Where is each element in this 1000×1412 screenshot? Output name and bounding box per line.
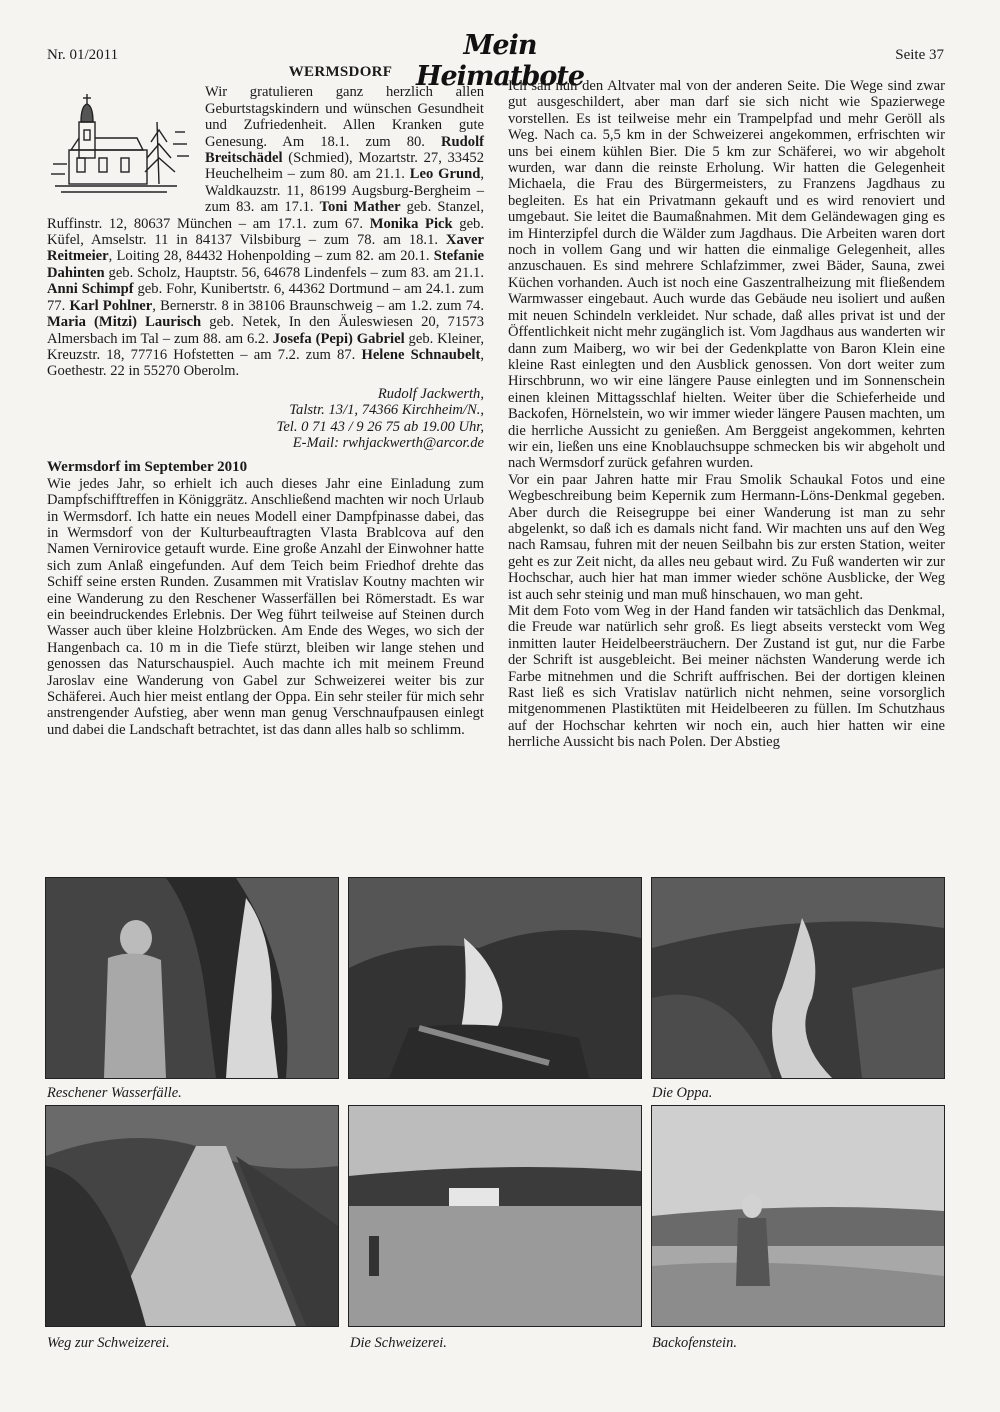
article-title-september: Wermsdorf im September 2010	[47, 459, 248, 476]
birthday-name: Helene Schnaubelt	[361, 346, 481, 363]
left-column	[47, 64, 484, 738]
birthday-name: Josefa (Pepi) Gabriel	[272, 330, 405, 347]
birthday-text: geb. Netek, In den Äuleswiesen 20, 71573 Almersbach im Tal – zum 88. am 6.2.	[47, 314, 485, 347]
birthday-text: , Bernerstr. 8 in 38106 Braunschweig – am 1.2. zum 74.	[152, 297, 484, 314]
birthday-name: Maria (Mitzi) Laurisch	[47, 314, 202, 331]
birthday-text: , Goethestr. 22 in 55270 Oberolm.	[47, 346, 484, 380]
birthday-text: geb. Fohr, Kunibertstr. 6, 44362 Dortmund – am 24.1. zum 77.	[47, 281, 485, 314]
birthday-name: Stefanie Dahinten	[47, 248, 484, 281]
birthday-text: geb. Stanzel, Ruffinstr. 12, 80637 München – am 17.1. zum 67.	[47, 199, 485, 232]
birthday-name: Rudolf Breitschädel	[205, 133, 484, 167]
right-column	[508, 78, 945, 751]
caption-schweizerei: Die Schweizerei.	[350, 1335, 447, 1351]
caption-oppa: Die Oppa.	[652, 1085, 713, 1101]
photo-path-to-schweizerei	[45, 1105, 339, 1327]
birthday-name: Anni Schimpf	[47, 281, 134, 298]
birthday-text: (Schmied), Mozartstr. 27, 33452 Heuchelheim – zum 80. am 21.1.	[205, 150, 484, 183]
photo-oppa-stream	[651, 877, 945, 1079]
birthday-text: geb. Kleiner, Kreuzstr. 18, 77716 Hofstetten – am 7.2. zum 87.	[47, 330, 485, 363]
caption-weg-schweizerei: Weg zur Schweizerei.	[47, 1335, 170, 1351]
article-paragraph: Mit dem Foto vom Weg in der Hand fanden wir tatsächlich das Denkmal, die Freude war natürlich sehr groß. Es liegt abseits versteckt vom Weg inmitten lauter Heidelbeersträuchern. Der Zustand ist gut, nur die Farbe der Schrift ist ausgebleicht. Bei meiner nächsten Wanderung werde ich Farbe mitnehmen und die Schrift auffrischen. Bei der dortigen kleinen Rast ließ es sich Vratislav natürlich nicht nehmen, seine vorsorglich mitgenommenen Plastiktüten mit Heidelbeeren zu füllen. Im Schutzhaus auf der Hochschar kehrten wir noch ein, auch hier hatten wir eine herrliche Aussicht bis nach Polen. Der Abstieg	[508, 603, 945, 751]
article-paragraph: Wie jedes Jahr, so erhielt ich auch dieses Jahr eine Einladung zum Dampfschifftreffen in Königgrätz. Anschließend machten wir noch Urlaub in Wermsdorf. Ich hatte ein neues Modell einer Dampfpinasse dabei, das in Wermsdorf von der Kulturbeauftragten Vlasta Brablcova auf den Namen Vernirovice getauft wurde. Eine große Anzahl der Einwohner hatte sich zum Anlaß eingefunden. Auf dem Teich beim Friedhof drehte das Schiff seine ersten Runden. Zusammen mit Vratislav Koutny machten wir eine Wanderung zu den Reschener Wasserfällen bei Römerstadt. Es war ein beeindruckendes Erlebnis. Der Weg führt teilweise auf Steinen durch Wasser auch über kleine Holzbrücken. Am Ende des Weges, wo sich der Hangenbach ca. 10 m in die Tiefe stürzt, bleiben wir lange stehen und genossen das Naturschauspiel. Auch machte ich mit meinem Freund Jaroslav eine Wanderung von Gabel zur Schweizerei weiter bis zur Schäferei. Auch hier meist entlang der Oppa. Ein sehr steiler für mich sehr anstrengender Aufstieg, aber wenn man genug Verschnaufpausen einlegt und dabei die Landschaft betrachtet, ist das dann alles halb so schlimm.	[47, 475, 484, 738]
birthday-name: Toni Mather	[319, 199, 401, 216]
birthday-name: Monika Pick	[369, 215, 453, 232]
caption-backofenstein: Backofenstein.	[652, 1335, 737, 1351]
signature-line: Tel. 0 71 43 / 9 26 75 ab 19.00 Uhr,	[276, 418, 484, 435]
birthday-name: Leo Grund	[409, 166, 481, 183]
signature-block	[47, 386, 484, 452]
photo-waterfall-rock	[45, 877, 339, 1079]
birthday-text: , Loiting 28, 84432 Hohenpolding – zum 82. am 20.1.	[108, 248, 434, 265]
photo-schweizerei-hut	[348, 1105, 642, 1327]
article-title-wermsdorf: WERMSDORF	[288, 64, 393, 80]
church-drawing-icon	[47, 82, 197, 210]
photo-backofenstein	[651, 1105, 945, 1327]
article-paragraph: Vor ein paar Jahren hatte mir Frau Smolik Schaukal Fotos und eine Wegbeschreibung beim Kepernik zum Hermann-Löns-Denkmal gegeben. Aber durch die Reisegruppe bei einer Wanderung ist man zu sehr abgelenkt, so daß ich es damals nicht fand. Wir machten uns auf den Weg nach Ramsau, fuhren mit der neuen Seilbahn bis zur ersten Station, weiter geht es zur Zeit nicht, da alles neu gebaut wird. Zu Fuß wanderten wir zur Hochschar, auch hier hat man immer wieder schöne Ausblicke, der Weg ist auch sehr steinig und man muß hinschauen, wo man geht.	[508, 471, 945, 603]
birthday-text: Wir gratulieren ganz herzlich allen Geburtstagskindern und wünschen Gesundheit und Zufriedenheit. Allen Kranken gute Genesung.	[205, 84, 484, 150]
birthday-text: , Waldkauzstr. 11, 86199 Augsburg-Bergheim – zum 83. am 17.1.	[205, 166, 484, 216]
page-number: Seite 37	[895, 47, 944, 63]
issue-number: Nr. 01/2011	[47, 47, 119, 63]
signature-line: Talstr. 13/1, 74366 Kirchheim/N.,	[289, 402, 484, 419]
caption-reschener: Reschener Wasserfälle.	[47, 1085, 182, 1101]
birthday-text: geb. Scholz, Hauptstr. 56, 64678 Lindenfels – zum 83. am 21.1.	[104, 264, 484, 281]
photo-waterfall	[348, 877, 642, 1079]
birthday-name: Xaver Reitmeier	[47, 232, 484, 265]
birthday-text: geb. Küfel, Amselstr. 11 in 84137 Vilsbiburg – zum 78. am 18.1.	[47, 215, 485, 249]
masthead-logo: Mein Heimatbote	[415, 30, 585, 92]
church-illustration	[47, 82, 197, 210]
birthday-name: Karl Pohlner	[69, 297, 153, 314]
article-paragraph: Ich sah nun den Altvater mal von der anderen Seite. Die Wege sind zwar gut ausgeschildert, aber man darf sie sich nicht wie Spazierwege vorstellen. Es ist teilweise mehr ein Trampelpfad und mehr Geröll als Weg. Nach ca. 5,5 km in der Schweizerei angekommen, erfrischten wir uns bei einem kühlen Bier. Die 5 km zur Schäferei, wo wir abgeholt wurden, war dann die reinste Erholung. Wir hatten die Gelegenheit Michaela, die Frau des Bürgermeisters, zu Franzens Jagdhaus zu begleiten. Es hat ein Privatmann gekauft und es wird renoviert und umgebaut. Sie leitet die Baumaßnahmen. Mit dem Geländewagen ging es im Hinterzipfel durch die Wälder zum Jagdhaus. Die Arbeiten waren dort noch in vollem Gang und wir hatten die einmalige Gelegenheit, alles anzuschauen. Es sind mehrere Schlafzimmer, zwei Bäder, Sauna, zwei Küchen vorhanden. Auch ist noch eine Gaszentralheizung mit fließendem Warmwasser eingebaut. Auch wurde das Gebäude neu isoliert und außen mit neuen Schindeln verkleidet. Nur schade, daß alles privat ist und der Öffentlichkeit nicht mehr zugänglich ist. Vom Jagdhaus aus wanderten wir dann zum Maiberg, wo wir bei der Gedenkplatte von Baron Klein eine kleine Rast einlegten und den Ausblick genossen. Von dort weiter zum Hirschbrunn, wo wir eine längere Pause einlegten und im Sonnenschein einen kleinen Mittagsschlaf hielten. Weiter über die Schieferheide und Backofen, Hörnelstein, wo wir immer wieder längere Pausen machten, um die herrliche Aussicht zu genießen. Am Berggeist angekommen, kehrten wir ein, ließen uns eine Knoblauchsuppe schmecken bis wir abgeholt und nach Wermsdorf zurück gefahren wurden.	[508, 78, 945, 472]
signature-email: E-Mail: rwhjackwerth@arcor.de	[292, 434, 484, 451]
birthday-text: Am 18.1. zum 80.	[282, 133, 442, 150]
signature-line: Rudolf Jackwerth,	[377, 385, 484, 402]
